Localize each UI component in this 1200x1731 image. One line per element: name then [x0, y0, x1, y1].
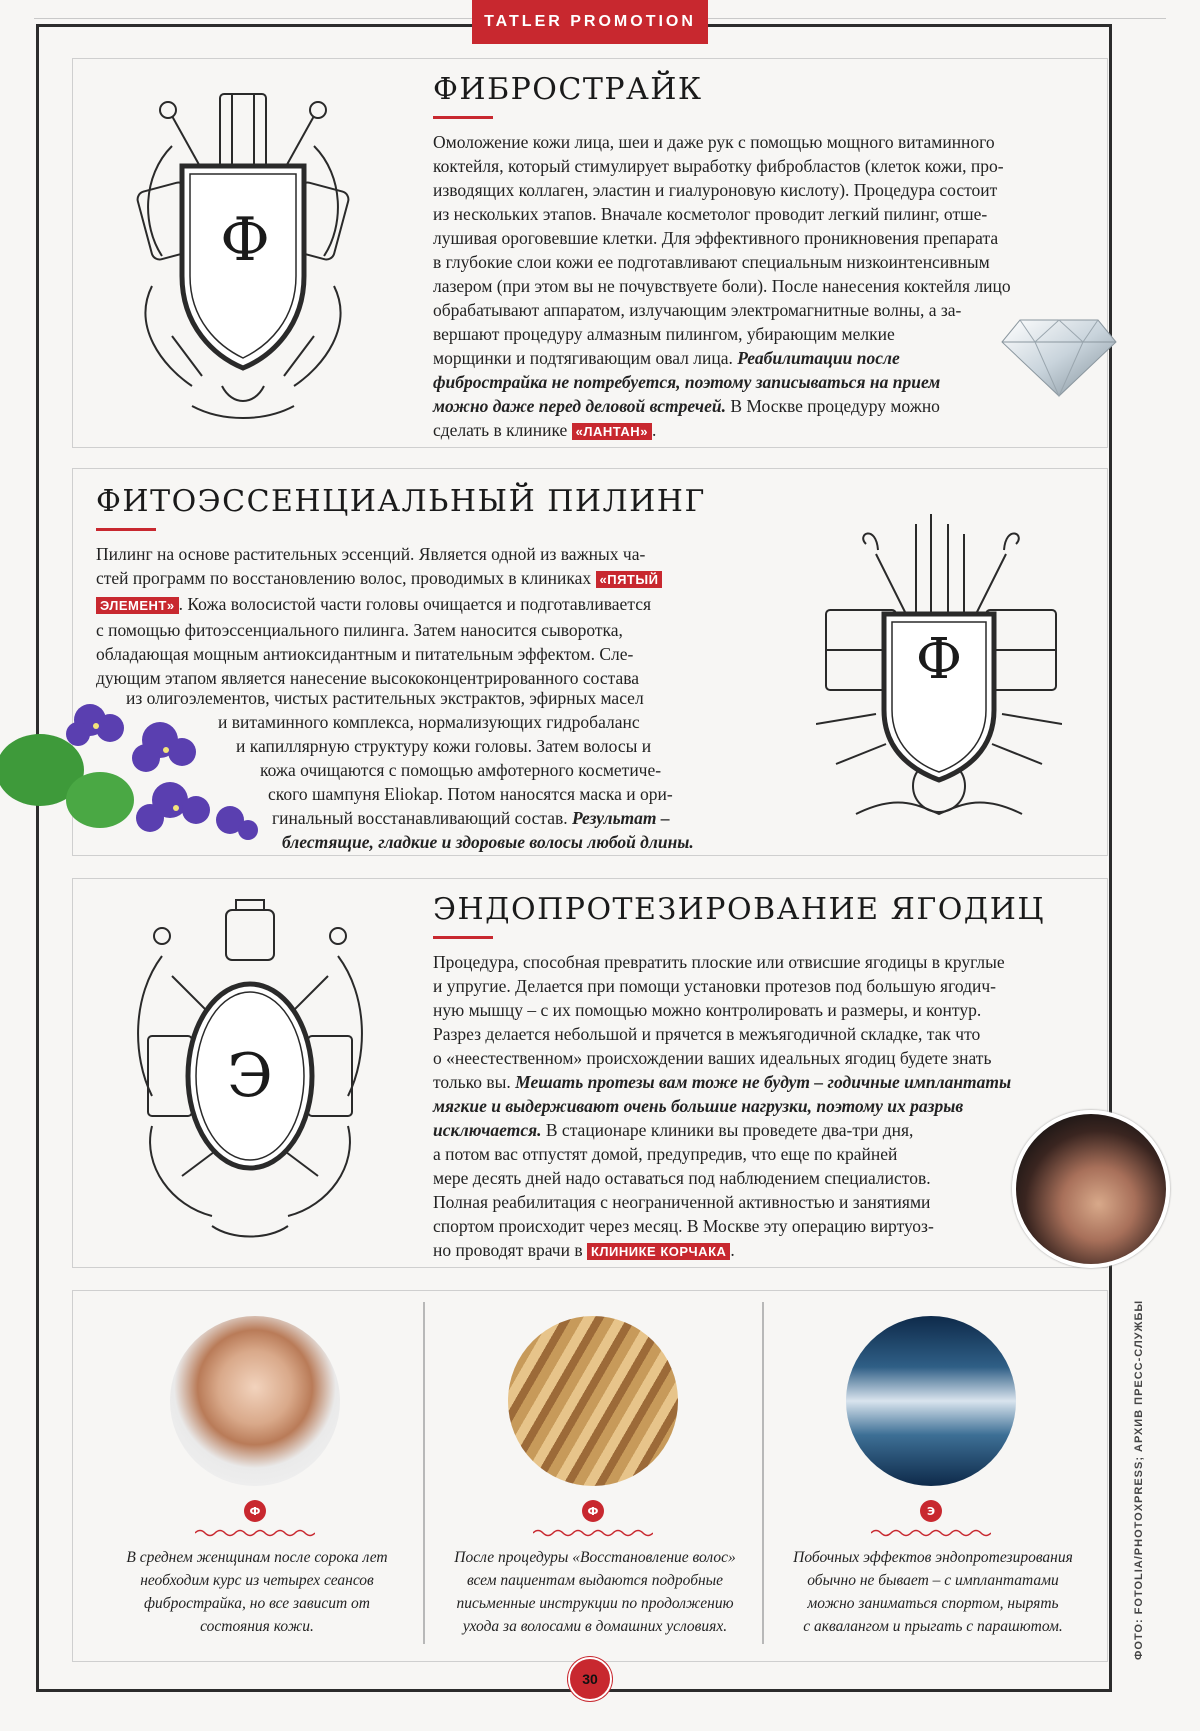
text-line: лушивая ороговевшие клетки. Для эффективного проникновения препарата [433, 228, 999, 248]
face-photo [170, 1316, 340, 1486]
bold-text: блестящие, гладкие и здоровые волосы любой длины. [282, 832, 694, 852]
caption-line: с аквалангом и прыгать с парашютом. [803, 1618, 1063, 1635]
text-line: из нескольких этапов. Вначале косметолог проводит легкий пилинг, отше- [433, 204, 988, 224]
tip-caption [768, 1546, 1098, 1638]
tip-badge: Ф [244, 1500, 266, 1522]
bold-text: Мешать протезы вам тоже не будут – годичные имплантаты [515, 1072, 1012, 1092]
peel-body-indent [236, 734, 756, 758]
text-line: и капиллярную структуру кожи головы. Затем волосы и [236, 736, 652, 756]
wave-divider-icon [871, 1528, 991, 1538]
caption-line: ухода за волосами в домашних условиях. [462, 1618, 728, 1635]
tip-badge: Э [920, 1500, 942, 1522]
text-line: вершают процедуру алмазным пилингом, убирающим мелкие [433, 324, 895, 344]
title-accent-bar [433, 116, 493, 119]
title-accent-bar [433, 936, 493, 939]
text-line: гинальный восстанавливающий состав. [272, 808, 568, 828]
caption-line: состояния кожи. [200, 1618, 314, 1635]
fibro-body [433, 130, 1073, 444]
punct: . [730, 1240, 735, 1260]
bold-text: Результат – [571, 808, 670, 828]
caption-line: После процедуры «Восстановление волос» [454, 1549, 736, 1566]
text-line: морщинки и подтягивающим овал лица. [433, 348, 733, 368]
text-line: стей программ по восстановлению волос, проводимых в клиниках [96, 568, 592, 588]
text-line: Процедура, способная превратить плоские или отвисшие ягодицы в круглые [433, 952, 1005, 972]
text-line: но проводят врачи в [433, 1240, 583, 1260]
punct: . [651, 420, 657, 440]
peel-body-indent [272, 806, 762, 830]
caption-line: всем пациентам выдаются подробные [466, 1572, 724, 1589]
section-title: ФИБРОСТРАЙК [433, 72, 703, 107]
caption-line: Побочных эффектов эндопротезирования [793, 1549, 1073, 1566]
bold-text: Реабилитации после [737, 348, 900, 368]
clinic-tag[interactable]: «ПЯТЫЙ [596, 571, 663, 588]
bold-text: мягкие и выдерживают очень большие нагрузки, поэтому их разрыв [433, 1096, 964, 1116]
crest-letter: Ф [915, 627, 963, 692]
wave-divider-icon [195, 1528, 315, 1538]
diamond-icon [1000, 316, 1118, 398]
bold-text: исключается. [433, 1120, 542, 1140]
caption-line: письменные инструкции по продолжению [456, 1595, 734, 1612]
text-line: в глубокие слои кожи ее подготавливают специальным низкоинтенсивным [433, 252, 990, 272]
clinic-tag[interactable]: ЭЛЕМЕНТ» [96, 597, 179, 614]
page-number: 30 [568, 1657, 612, 1701]
peel-body-indent [218, 710, 758, 734]
caption-line: можно заниматься спортом, нырять [807, 1595, 1059, 1612]
text-line: ского шампуня Eliokap. Потом наносятся маска и ори- [268, 784, 673, 804]
text-line: Полная реабилитация с неограниченной активностью и занятиями [433, 1192, 931, 1212]
caption-line: В среднем женщинам после сорока лет [126, 1549, 388, 1566]
peel-body-indent [268, 782, 758, 806]
text-line: изводящих коллаген, эластин и гиалуроновую кислоту). Процедура состоит [433, 180, 998, 200]
column-separator [762, 1302, 764, 1644]
tip-caption [92, 1546, 422, 1638]
promo-tab: TATLER PROMOTION [472, 0, 708, 44]
text-line: только вы. [433, 1072, 511, 1092]
text-line: Омоложение кожи лица, шеи и даже рук с помощью мощного витаминного [433, 132, 995, 152]
text-line: Пилинг на основе растительных эссенций. Является одной из важных ча- [96, 544, 646, 564]
title-accent-bar [96, 528, 156, 531]
text-line: . Кожа волосистой части головы очищается и подготавливается [178, 594, 652, 614]
crest-letter: Ф [220, 205, 270, 275]
clinic-tag[interactable]: «ЛАНТАН» [572, 423, 652, 440]
text-line: дующим этапом является нанесение высококонцентрированного состава [96, 668, 640, 688]
text-line: о «неестественном» происхождении ваших идеальных ягодиц будете знать [433, 1048, 992, 1068]
crest-letter: Э [227, 1041, 273, 1111]
text-line: коктейля, который стимулирует выработку фибробластов (клеток кожи, про- [433, 156, 1004, 176]
text-line: и витаминного комплекса, нормализующих гидробаланс [218, 712, 640, 732]
caption-line: необходим курс из четырех сеансов [140, 1572, 374, 1589]
text-line: спортом происходит через месяц. В Москве эту операцию виртуоз- [433, 1216, 934, 1236]
text-line: кожа очищаются с помощью амфотерного косметиче- [260, 760, 662, 780]
endo-body [433, 950, 1093, 1264]
peel-body-indent [260, 758, 760, 782]
runner-photo [846, 1316, 1016, 1486]
hair-photo [508, 1316, 678, 1486]
violet-flowers-icon [0, 700, 270, 860]
peel-body-indent [282, 830, 762, 854]
section-title: ЭНДОПРОТЕЗИРОВАНИЕ ЯГОДИЦ [433, 892, 1046, 927]
text-line: с помощью фитоэссенциального пилинга. Затем наносится сыворотка, [96, 620, 623, 640]
text-line: лазером (при этом вы не почувствуете боли). После нанесения коктейля лицо [433, 276, 1011, 296]
photo-credit: ФОТО: FOTOLIA/PHOTOXPRESS; АРХИВ ПРЕСС-СЛУЖБЫ [1133, 1299, 1145, 1660]
text-line: ную мышцу – с их помощью можно контролировать и размеры, и контур. [433, 1000, 982, 1020]
peel-body-top [96, 542, 756, 690]
text-line: мере десять дней надо оставаться под наблюдением специалистов. [433, 1168, 931, 1188]
text-line: В Москве процедуру можно [730, 396, 940, 416]
tip-caption [430, 1546, 760, 1638]
wave-divider-icon [533, 1528, 653, 1538]
column-separator [423, 1302, 425, 1644]
text-line: сделать в клинике [433, 420, 568, 440]
text-line: и упругие. Делается при помощи установки протезов под большую ягодич- [433, 976, 996, 996]
text-line: обрабатывают аппаратом, излучающим электромагнитные волны, а за- [433, 300, 962, 320]
clinic-tag[interactable]: КЛИНИКЕ КОРЧАКА [587, 1243, 730, 1260]
section-title: ФИТОЭССЕНЦИАЛЬНЫЙ ПИЛИНГ [96, 484, 706, 519]
caption-line: обычно не бывает – с имплантатами [807, 1572, 1059, 1589]
bold-text: фибрострайка не потребуется, поэтому записываться на прием [433, 372, 941, 392]
caption-line: фибрострайка, но все зависит от [144, 1595, 370, 1612]
text-line: а потом вас отпустят домой, предупредив, что еще по крайней [433, 1144, 898, 1164]
tip-badge: Ф [582, 1500, 604, 1522]
text-line: из олигоэлементов, чистых растительных экстрактов, эфирных масел [126, 688, 644, 708]
body-photo [1012, 1110, 1170, 1268]
bold-text: можно даже перед деловой встречей. [433, 396, 726, 416]
text-line: В стационаре клиники вы проведете два-три дня, [545, 1120, 914, 1140]
text-line: Разрез делается небольшой и прячется в межъягодичной складке, так что [433, 1024, 981, 1044]
text-line: обладающая мощным антиоксидантным и питательным эффектом. Сле- [96, 644, 634, 664]
